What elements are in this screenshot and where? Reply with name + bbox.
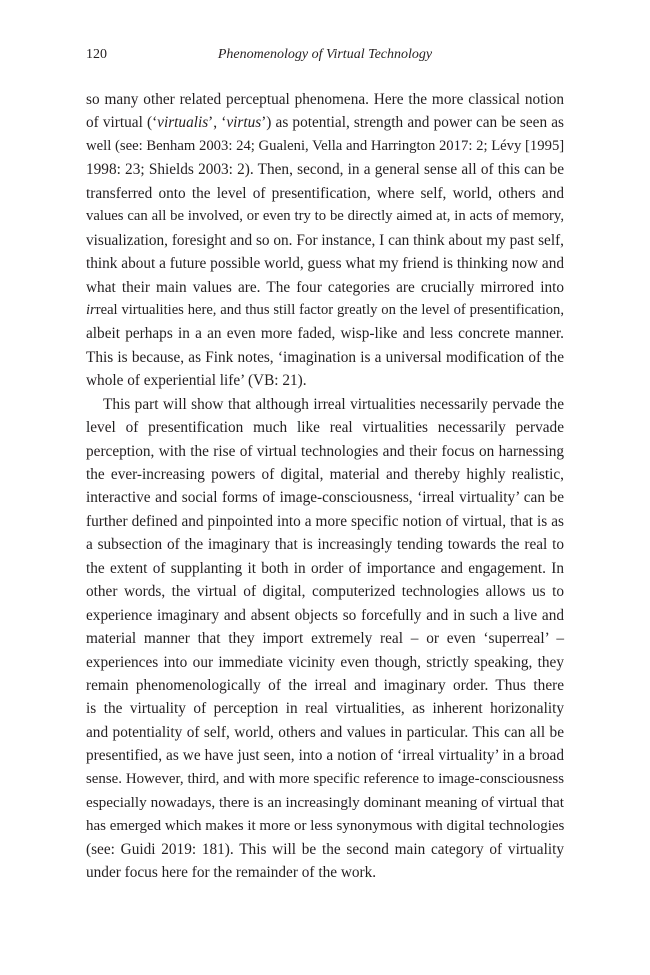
paragraph-2 xyxy=(86,393,564,885)
text-fragment: ’, ‘ xyxy=(208,114,227,132)
page-number: 120 xyxy=(86,47,107,62)
text-line: material manner that they import extremely real – or even ‘superreal’ – xyxy=(86,630,564,648)
text-line: transferred onto the level of presentification, where self, world, others and xyxy=(86,184,564,202)
text-line: experience imaginary and absent objects so forcefully and in such a live and xyxy=(86,606,564,624)
text-line: values can all be involved, or even try to be directly aimed at, in acts of memory, xyxy=(86,208,564,225)
text-line: other words, the virtual of digital, computerized technologies allows us to xyxy=(86,583,564,601)
text-line: is the virtuality of perception in real virtualities, as inherent horizonality xyxy=(86,700,564,718)
text-line: presentified, as we have just seen, into a notion of ‘irreal virtuality’ in a broad xyxy=(86,747,564,765)
text-fragment: well xyxy=(86,137,112,154)
text-line: remain phenomenologically of the irreal and imaginary order. Thus there xyxy=(86,676,564,694)
text-line: so many other related perceptual phenomena. Here the more classical notion xyxy=(86,91,564,108)
text-line: This is because, as Fink notes, ‘imagination is a universal modification of the xyxy=(86,348,564,366)
text-line: further defined and pinpointed into a more specific notion of virtual, that is as xyxy=(86,512,564,530)
text-line: has emerged which makes it more or less synonymous with digital technologies xyxy=(86,817,565,834)
paragraph-1 xyxy=(86,88,564,393)
text-fragment: (see: Benham 2003: 24; Gualeni, Vella and Harrington 2017: 2; Lévy [1995] xyxy=(114,137,565,154)
text-line: level of presentification much like real virtualities necessarily pervade xyxy=(86,419,564,437)
text-fragment: real virtualities here, and thus still factor greatly on the level of presentification, xyxy=(95,301,564,318)
text-line: albeit perhaps in a an even more faded, wisp-like and less concrete manner. xyxy=(86,325,564,343)
italic-term: virtus xyxy=(226,114,262,132)
text-line: experiences into our immediate vicinity even though, strictly speaking, they xyxy=(86,653,564,671)
text-line: a subsection of the imaginary that is increasingly tending towards the real to xyxy=(86,536,564,554)
text-line: what their main values are. The four categories are crucially mirrored into xyxy=(86,278,564,296)
text-line: the ever-increasing powers of digital, material and thereby highly realistic, xyxy=(86,466,564,483)
text-line: think about a future possible world, guess what my friend is thinking now and xyxy=(86,255,564,273)
body-text xyxy=(86,88,564,885)
text-line: perception, with the rise of virtual technologies and their focus on harnessing xyxy=(86,442,564,460)
text-line: (see: Guidi 2019: 181). This will be the second main category of virtuality xyxy=(86,841,564,858)
text-line: under focus here for the remainder of the work. xyxy=(86,864,377,882)
text-line xyxy=(86,135,564,158)
text-fragment: ’) as potential, strength and power can be seen as xyxy=(261,114,564,132)
text-line: This part will show that although irreal virtualities necessarily pervade the xyxy=(103,395,564,413)
running-head xyxy=(86,44,564,66)
text-line: sense. However, third, and with more specific reference to image-consciousness xyxy=(86,770,564,787)
running-title: Phenomenology of Virtual Technology xyxy=(217,47,433,62)
text-line xyxy=(86,299,564,322)
text-line: and potentiality of self, world, others and values in particular. This can all be xyxy=(86,723,564,741)
text-line: 1998: 23; Shields 2003: 2). Then, second, in a general sense all of this can be xyxy=(86,161,564,179)
text-line: especially nowadays, there is an increasingly dominant meaning of virtual that xyxy=(86,794,564,812)
text-line: interactive and social forms of image-consciousness, ‘irreal virtuality’ can be xyxy=(86,489,564,507)
italic-term: virtualis xyxy=(157,114,209,132)
text-line xyxy=(86,111,564,134)
text-line: whole of experiential life’ (VB: 21). xyxy=(86,372,307,390)
text-fragment: of virtual (‘ xyxy=(86,114,158,132)
text-line: the extent of supplanting it both in order of importance and engagement. In xyxy=(86,559,564,577)
text-line: visualization, foresight and so on. For instance, I can think about my past self, xyxy=(86,231,564,249)
italic-prefix: ir xyxy=(86,301,96,318)
